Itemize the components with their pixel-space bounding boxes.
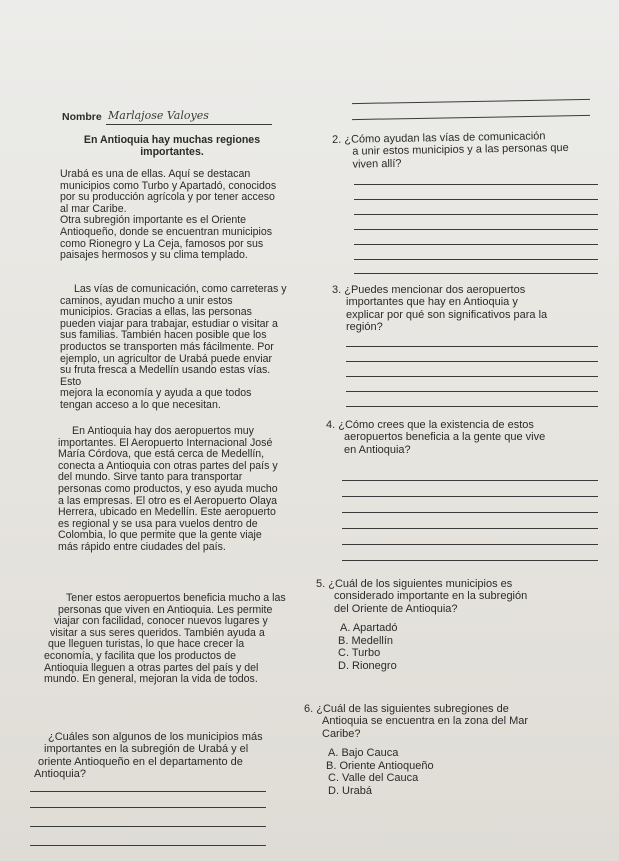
reading-paragraph-1: Urabá es una de ellas. Aquí se destacan municipios como Turbo y Apartadó, conocidos por su producción agrícola y por tener acceso al mar Caribe. Otra subregión importante es el Oriente Antioqueño, donde se encuentran municipios como Rionegro y La Ceja, famosos por sus paisajes hermosos y su clima templado. (60, 168, 277, 262)
name-handwritten: Marlajose Valoyes (108, 109, 209, 122)
option-b[interactable]: B. Oriente Antioqueño (326, 759, 434, 772)
answer-line (352, 99, 590, 104)
answer-line (354, 273, 598, 274)
question-1: ¿Cuáles son algunos de los municipios más importantes en la subregión de Urabá y el oriente Antioqueño en el departamento de Antioquia? (34, 731, 263, 781)
reading-paragraph-4: Tener estos aeropuertos beneficia mucho a las personas que viven en Antioquia. Les permite viajar con facilidad, conocer nuevos lugares y visitar a sus seres queridos. También ayuda a que lleguen turistas, lo que hace crecer la economía, y facilita que los productos de Antioquia lleguen a otras partes del país y del mundo. En general, mejoran la vida de todos. (44, 592, 286, 686)
question-4: 4. ¿Cómo crees que la existencia de estos aeropuertos beneficia a la gente que vive en Antioquia? (326, 419, 546, 456)
answer-line (354, 229, 598, 230)
answer-line (346, 376, 598, 377)
option-c[interactable]: C. Valle del Cauca (328, 772, 419, 785)
question-2: 2. ¿Cómo ayudan las vías de comunicación a unir estos municipios y a las personas que viven allí? (332, 130, 569, 171)
answer-line (354, 244, 598, 245)
reading-paragraph-3: En Antioquia hay dos aeropuertos muy importantes. El Aeropuerto Internacional José María Córdova, que está cerca de Medellín, conecta a Antioquia con otras partes del país y del mundo. Sirve tanto para transportar personas como productos, y eso ayuda mucho a las empresas. El otro es el Aeropuerto Olaya Herrera, ubicado en Medellín. Este aeropuerto es regional y se usa para vuelos dentro de Colombia, lo que permite que la gente viaje más rápido entre ciudades del país. (58, 425, 278, 553)
answer-line (352, 115, 590, 120)
name-line (106, 124, 272, 125)
answer-line (354, 184, 598, 185)
answer-line (354, 199, 598, 200)
answer-line (342, 560, 598, 561)
option-c[interactable]: C. Turbo (338, 647, 381, 660)
question-3: 3. ¿Puedes mencionar dos aeropuertos importantes que hay en Antioquia y explicar por qué son significativos para la región? (332, 284, 548, 334)
answer-line (342, 480, 598, 481)
answer-line (30, 826, 266, 827)
answer-line (342, 544, 598, 545)
answer-line (354, 214, 598, 215)
answer-line (342, 496, 598, 497)
question-5-options (338, 622, 398, 672)
question-5: 5. ¿Cuál de los siguientes municipios es considerado importante en la subregión del Oriente de Antioquia? (316, 578, 528, 615)
name-label: Nombre (62, 111, 102, 123)
answer-line (342, 512, 598, 513)
answer-line (30, 807, 266, 808)
answer-line (346, 406, 598, 407)
option-b[interactable]: B. Medellín (338, 634, 394, 647)
option-d[interactable]: D. Rionegro (338, 659, 397, 672)
option-d[interactable]: D. Urabá (328, 784, 373, 797)
question-6-options (324, 747, 434, 797)
answer-line (346, 346, 598, 347)
answer-line (346, 361, 598, 362)
question-6: 6. ¿Cuál de las siguientes subregiones de Antioquia se encuentra en la zona del Mar Caribe? (304, 703, 529, 740)
reading-paragraph-2: Las vías de comunicación, como carreteras y caminos, ayudan mucho a unir estos municipios. Gracias a ellas, las personas pueden viajar para trabajar, estudiar o visitar a sus familias. También hacen posible que los productos se transporten más fácilmente. Por ejemplo, un agricultor de Urabá puede enviar su fruta fresca a Medellín usando estas vías. Esto mejora la economía y ayuda a que todos tengan acceso a lo que necesitan. (60, 283, 287, 411)
option-a[interactable]: A. Bajo Cauca (328, 747, 399, 759)
reading-title: En Antioquia hay muchas regiones importantes. (83, 134, 261, 158)
answer-line (30, 845, 266, 846)
answer-line (354, 259, 598, 260)
answer-line (30, 791, 266, 792)
option-a[interactable]: A. Apartadó (340, 622, 398, 634)
answer-line (346, 391, 598, 392)
answer-line (342, 528, 598, 529)
